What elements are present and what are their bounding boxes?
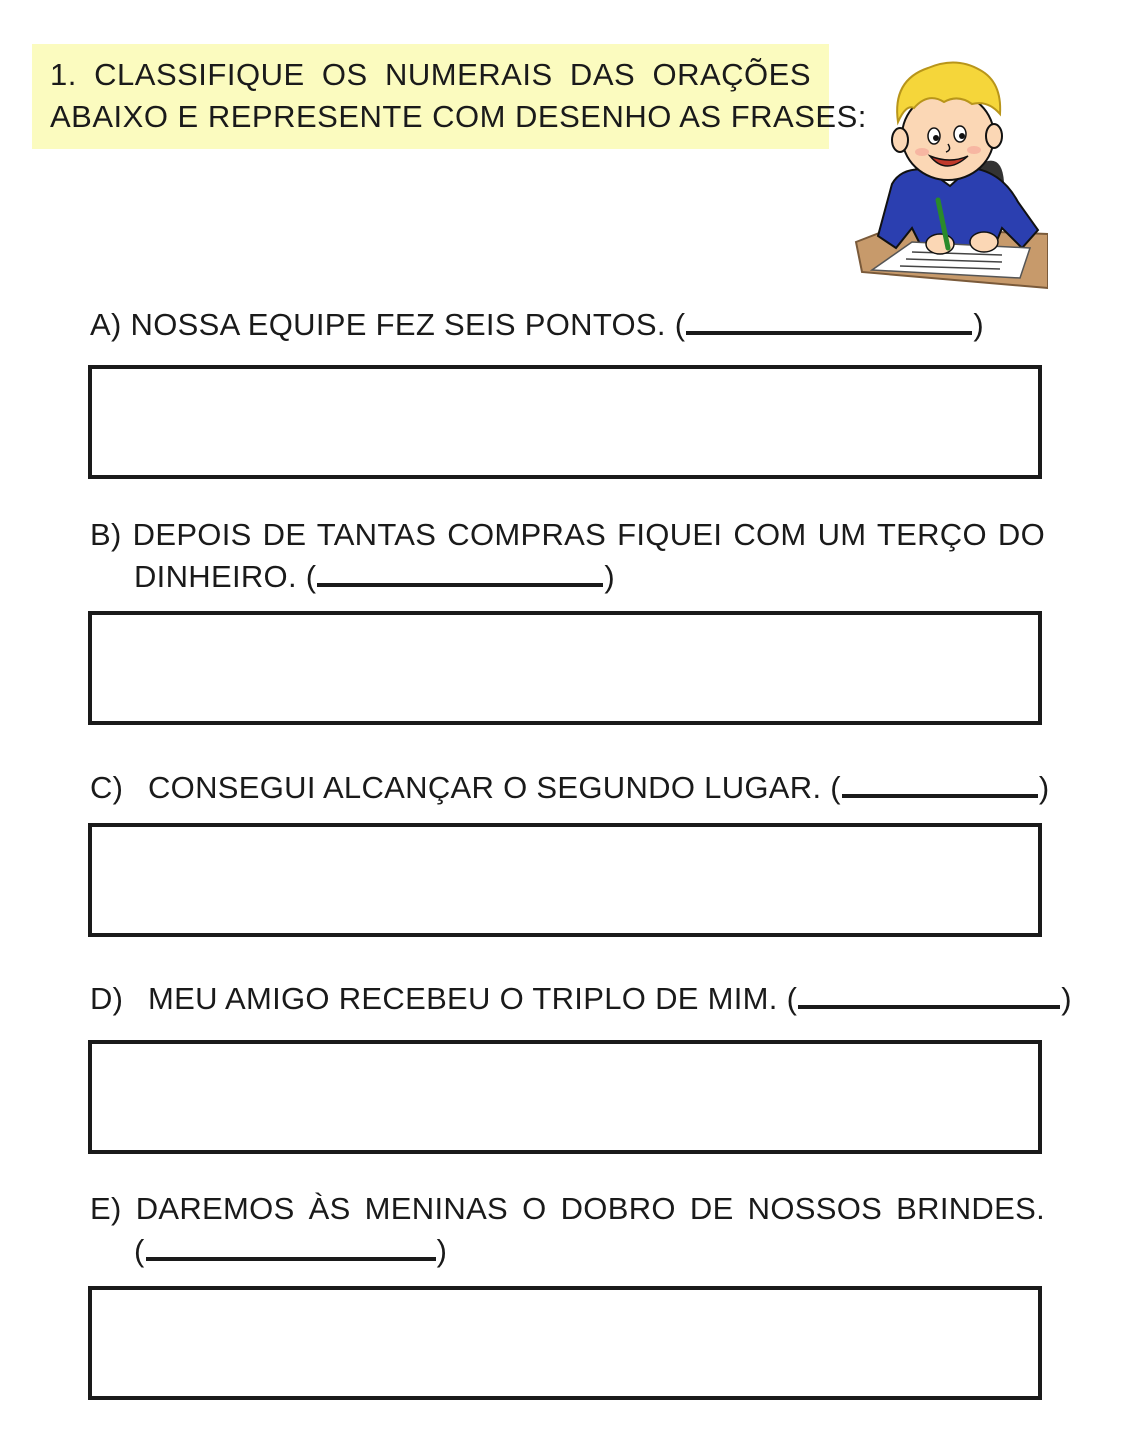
question-e-letter: E)	[90, 1191, 122, 1226]
question-d-close: )	[1061, 981, 1072, 1016]
question-e-line-1	[90, 1188, 1045, 1230]
instruction-line-2: ABAIXO E REPRESENTE COM DESENHO AS FRASES:	[50, 99, 867, 134]
question-b-drawing-box[interactable]	[88, 611, 1042, 725]
question-a-letter: A)	[90, 307, 122, 342]
question-a-close: )	[973, 307, 984, 342]
question-c-close: )	[1038, 770, 1050, 805]
question-b-text: DEPOIS DE TANTAS COMPRAS FIQUEI COM UM TERÇO DO	[132, 517, 1046, 552]
question-c-answer-blank[interactable]	[842, 768, 1038, 798]
boy-writing-illustration	[852, 52, 1048, 300]
question-d-answer-blank[interactable]	[798, 979, 1060, 1009]
question-a-drawing-box[interactable]	[88, 365, 1042, 479]
question-b-text-2: DINHEIRO. (	[134, 559, 317, 594]
question-c-text: CONSEGUI ALCANÇAR O SEGUNDO LUGAR. (	[148, 770, 841, 805]
question-a-answer-blank[interactable]	[686, 305, 972, 335]
question-b	[90, 514, 1045, 598]
question-d	[90, 978, 1072, 1020]
question-b-line-1	[90, 514, 1045, 556]
question-e-close: )	[436, 1233, 448, 1268]
question-b-letter: B)	[90, 517, 122, 552]
question-a-text: NOSSA EQUIPE FEZ SEIS PONTOS. (	[130, 307, 686, 342]
question-d-text: MEU AMIGO RECEBEU O TRIPLO DE MIM. (	[148, 981, 798, 1016]
instruction-line-1: 1. CLASSIFIQUE OS NUMERAIS DAS ORAÇÕES	[50, 57, 811, 92]
question-b-close: )	[604, 559, 616, 594]
question-d-drawing-box[interactable]	[88, 1040, 1042, 1154]
question-e-drawing-box[interactable]	[88, 1286, 1042, 1400]
question-b-answer-blank[interactable]	[317, 557, 603, 587]
question-e-line-2	[90, 1230, 1045, 1272]
question-b-line-2	[90, 556, 1045, 598]
question-c-letter: C)	[90, 770, 124, 805]
question-e	[90, 1188, 1045, 1272]
question-d-letter: D)	[90, 981, 124, 1016]
question-e-text-2: (	[134, 1233, 145, 1268]
question-c-drawing-box[interactable]	[88, 823, 1042, 937]
question-e-text: DAREMOS ÀS MENINAS O DOBRO DE NOSSOS BRINDES.	[135, 1191, 1045, 1226]
question-a	[90, 304, 984, 346]
instruction-header	[32, 44, 867, 149]
question-e-answer-blank[interactable]	[146, 1231, 436, 1261]
question-c	[90, 767, 1050, 809]
